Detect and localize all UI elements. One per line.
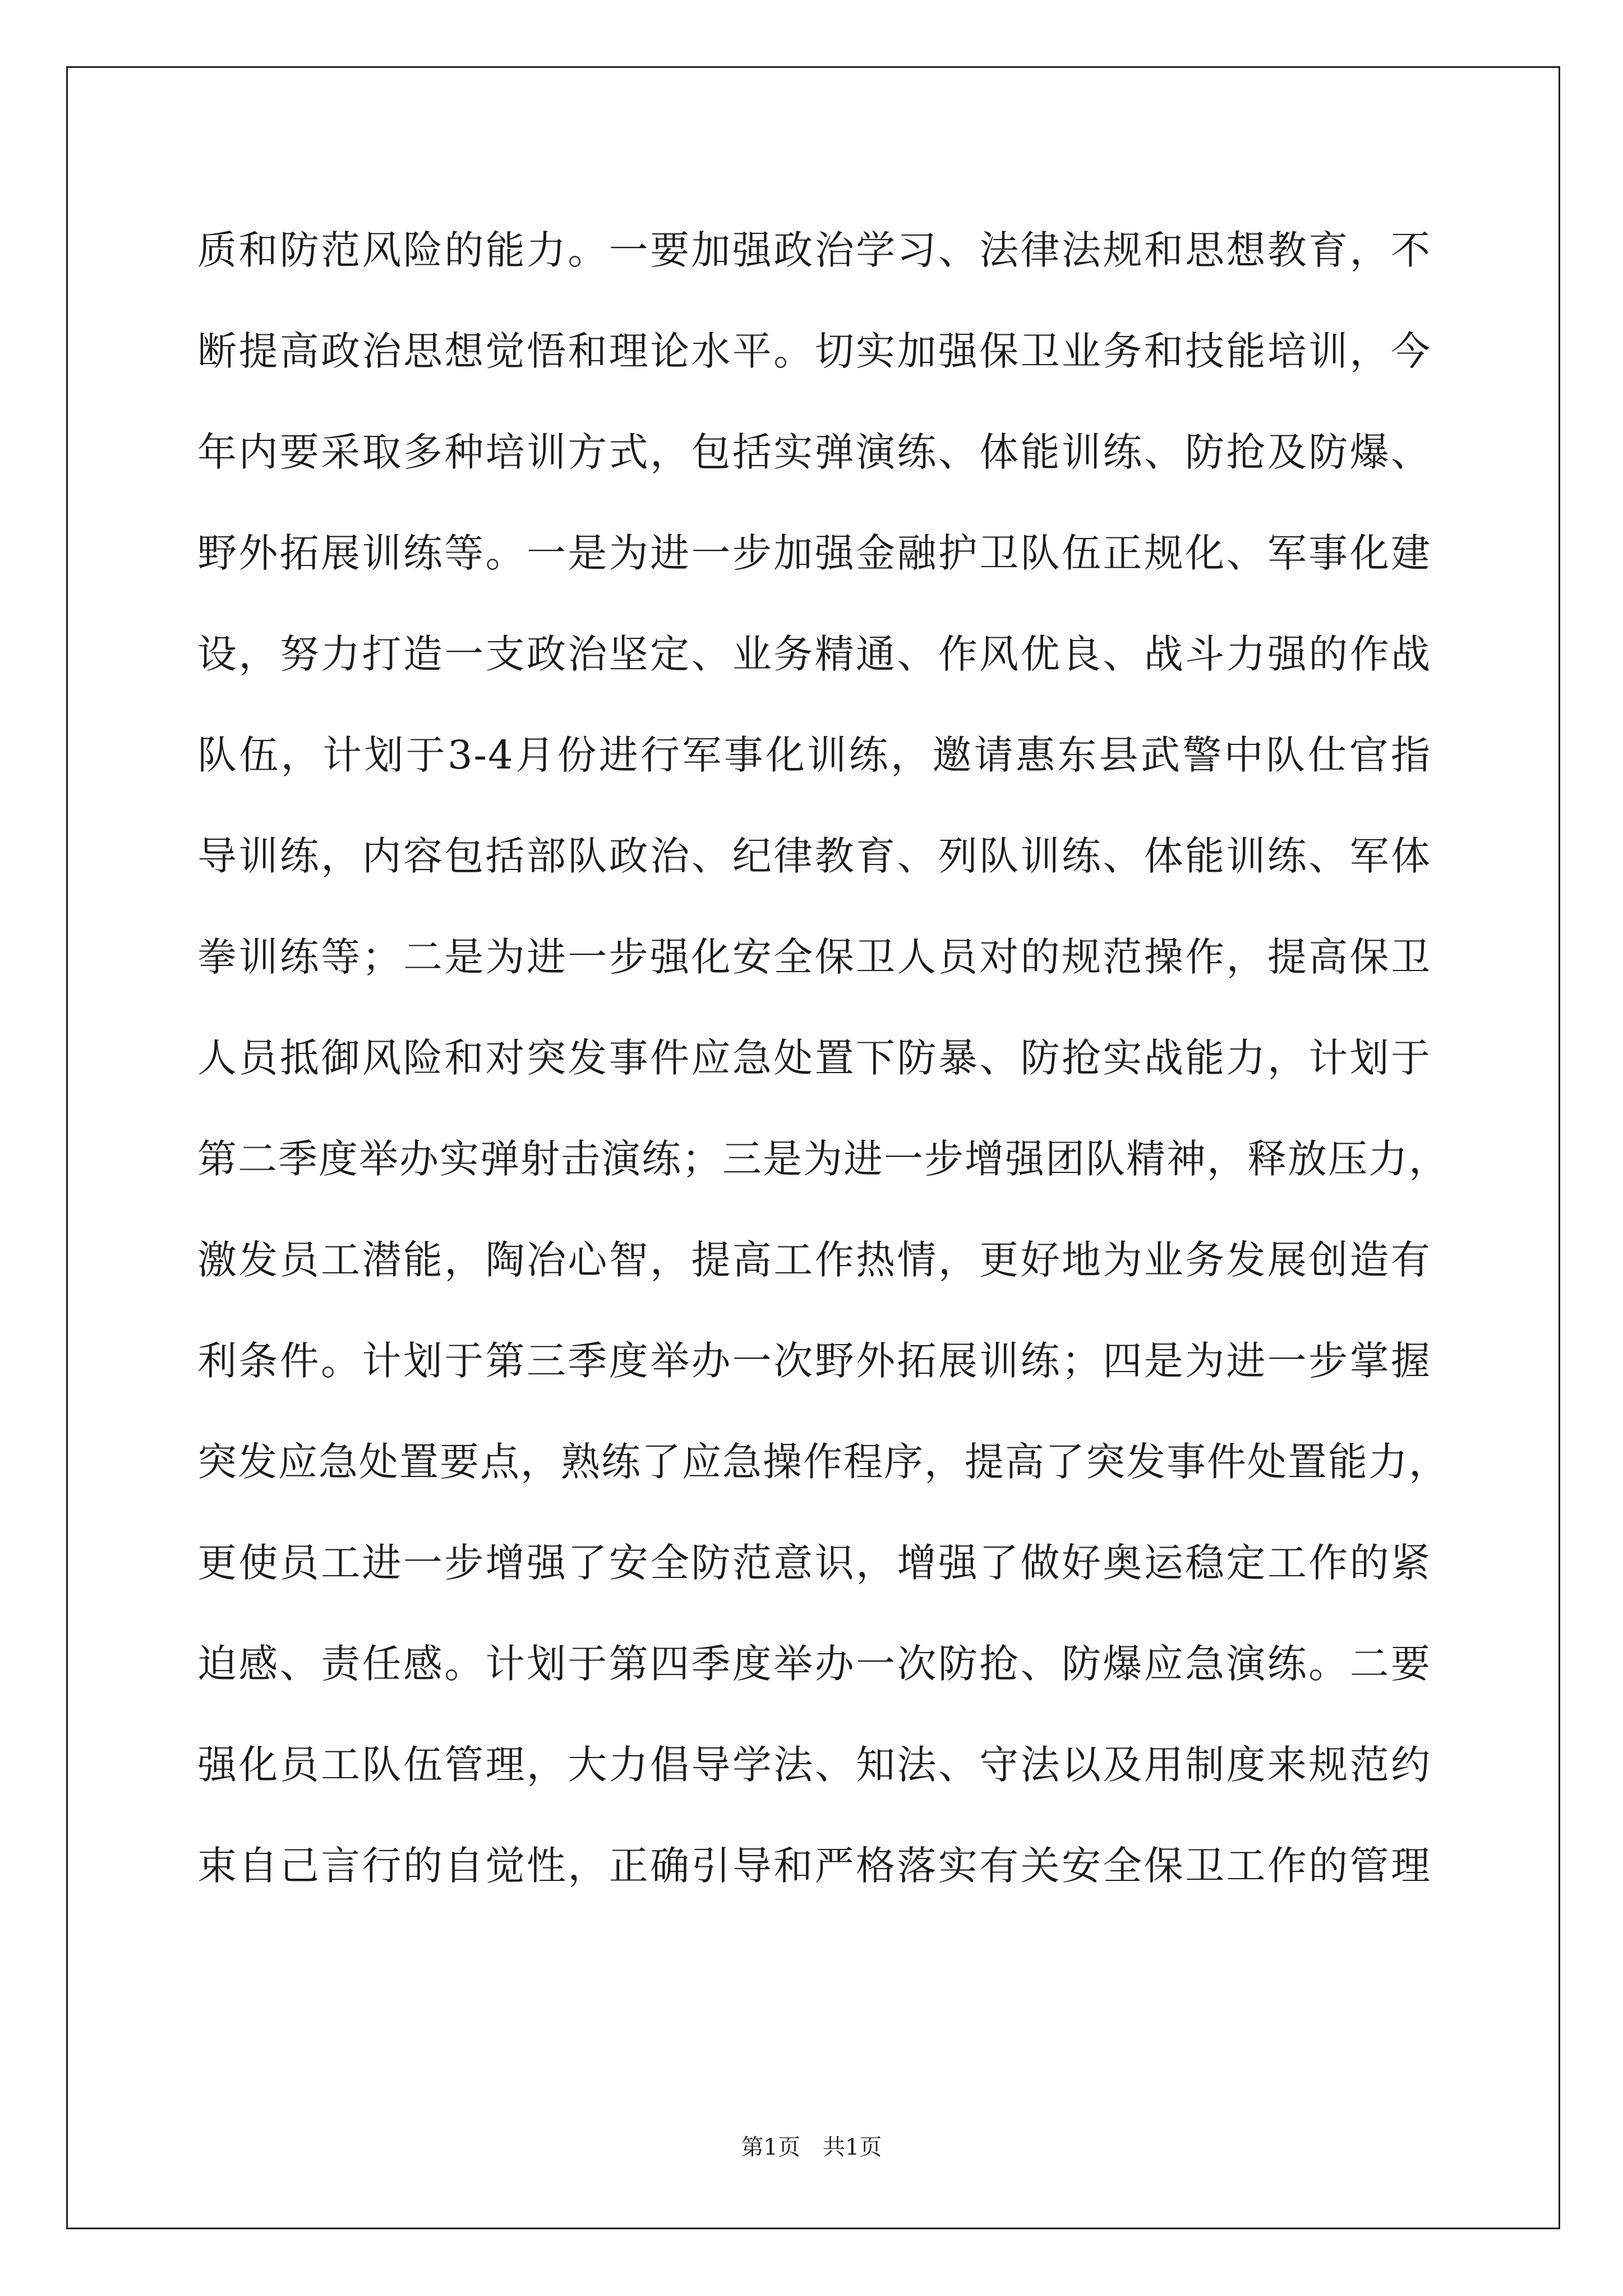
text-line: 断提高政治思想觉悟和理论水平。切实加强保卫业务和技能培训，今 [197, 328, 1431, 374]
text-line: 迫感、责任感。计划于第四季度举办一次防抢、防爆应急演练。二要 [197, 1641, 1431, 1687]
page-number: 第1页 [741, 2134, 800, 2160]
text-line: 激发员工潜能，陶冶心智，提高工作热情，更好地为业务发展创造有 [197, 1237, 1431, 1283]
text-line: 第二季度举办实弹射击演练；三是为进一步增强团队精神，释放压力， [197, 1136, 1449, 1182]
page-count: 共1页 [823, 2134, 882, 2160]
text-line: 野外拓展训练等。一是为进一步加强金融护卫队伍正规化、军事化建 [197, 530, 1431, 576]
text-line: 突发应急处置要点，熟练了应急操作程序，提高了突发事件处置能力， [197, 1439, 1449, 1485]
text-line: 利条件。计划于第三季度举办一次野外拓展训练；四是为进一步掌握 [197, 1338, 1431, 1384]
text-line: 年内要采取多种培训方式，包括实弹演练、体能训练、防抢及防爆、 [197, 429, 1431, 475]
text-line: 质和防范风险的能力。一要加强政治学习、法律法规和思想教育，不 [197, 227, 1431, 273]
text-line: 设，努力打造一支政治坚定、业务精通、作风优良、战斗力强的作战 [197, 631, 1431, 677]
text-line: 拳训练等；二是为进一步强化安全保卫人员对的规范操作，提高保卫 [197, 934, 1431, 980]
text-line: 束自己言行的自觉性，正确引导和严格落实有关安全保卫工作的管理 [197, 1843, 1431, 1889]
document-body [197, 200, 1449, 1916]
text-line: 更使员工进一步增强了安全防范意识，增强了做好奥运稳定工作的紧 [197, 1540, 1431, 1586]
text-line: 人员抵御风险和对突发事件应急处置下防暴、防抢实战能力，计划于 [197, 1035, 1431, 1081]
page-footer [0, 2129, 1623, 2161]
text-line: 队伍，计划于3-4月份进行军事化训练，邀请惠东县武警中队仕官指 [197, 732, 1431, 778]
text-line: 导训练，内容包括部队政治、纪律教育、列队训练、体能训练、军体 [197, 833, 1431, 879]
text-line: 强化员工队伍管理，大力倡导学法、知法、守法以及用制度来规范约 [197, 1742, 1431, 1788]
